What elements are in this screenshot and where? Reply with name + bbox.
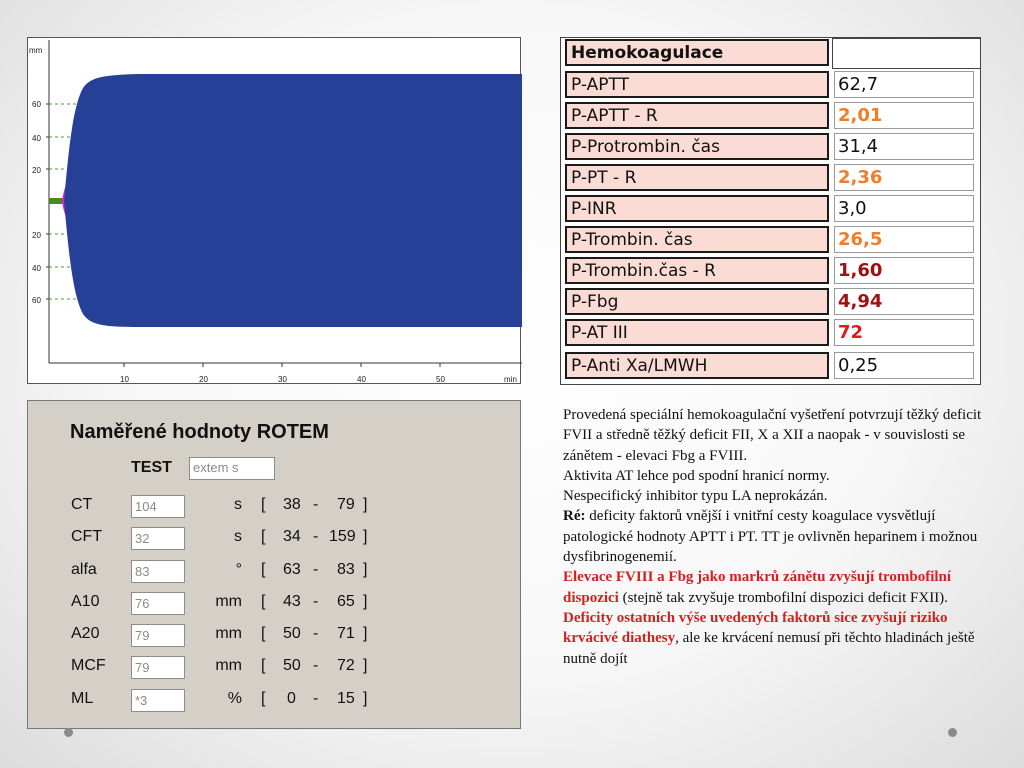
- table-row: [561, 132, 980, 163]
- range-low: 34: [283, 528, 301, 545]
- x-tick: 10: [120, 375, 129, 384]
- range-dash: -: [313, 625, 319, 642]
- commentary-p3: Nespecifický inhibitor typu LA neprokázán.: [563, 488, 828, 505]
- x-tick: 20: [199, 375, 208, 384]
- param-name: ML: [71, 690, 94, 707]
- y-tick: 60: [32, 296, 41, 305]
- rotem-chart-svg: [28, 38, 522, 385]
- rotem-row-alfa: [28, 557, 520, 587]
- hemokoagulace-table: [560, 37, 981, 385]
- param-unit: °: [235, 561, 242, 578]
- param-value-field[interactable]: 104: [131, 495, 185, 518]
- range-dash: -: [313, 593, 319, 610]
- lab-value: 1,60: [834, 257, 974, 284]
- rotem-row-ml: [28, 686, 520, 716]
- lab-value: 26,5: [834, 226, 974, 253]
- range-close: ]: [363, 625, 368, 642]
- range-high: 15: [337, 690, 355, 707]
- lab-name: P-Protrombin. čas: [565, 133, 829, 160]
- range-dash: -: [313, 528, 319, 545]
- x-tick: 30: [278, 375, 287, 384]
- range-dash: -: [313, 496, 319, 513]
- commentary-p5-text2: , ale ke krvácení nemusí při těchto hladinách ještě nutně dojít: [563, 630, 975, 667]
- lab-name: P-INR: [565, 195, 829, 222]
- x-tick: 40: [357, 375, 366, 384]
- table-row: [561, 351, 980, 382]
- param-name: MCF: [71, 657, 106, 674]
- x-ticks: [120, 375, 517, 384]
- test-label: TEST: [131, 459, 172, 476]
- x-tick: 50: [436, 375, 445, 384]
- lab-value: 2,01: [834, 102, 974, 129]
- table-row: [561, 225, 980, 256]
- table-row: [561, 70, 980, 101]
- range-open: [: [261, 625, 266, 642]
- y-unit-label: mm: [29, 46, 43, 55]
- table-row: [561, 256, 980, 287]
- param-unit: s: [234, 528, 242, 545]
- param-value-field[interactable]: *3: [131, 689, 185, 712]
- table-row: [561, 318, 980, 349]
- range-close: ]: [363, 593, 368, 610]
- commentary-p1: Provedená speciální hemokoagulační vyšetření potvrzují těžký deficit FVII a středně těžký deficit FII, X a XII a naopak - v souvislosti se zánětem - elevaci Fbg a FVIII.: [563, 407, 982, 464]
- range-close: ]: [363, 657, 368, 674]
- range-high: 65: [337, 593, 355, 610]
- param-unit: mm: [215, 593, 242, 610]
- slide-dot-left-icon: [64, 728, 73, 737]
- param-name: CFT: [71, 528, 103, 545]
- commentary-text: [563, 405, 991, 669]
- param-name: A10: [71, 593, 100, 610]
- range-open: [: [261, 593, 266, 610]
- table-header-row: [561, 38, 980, 69]
- range-open: [: [261, 657, 266, 674]
- range-low: 0: [287, 690, 296, 707]
- y-tick: 20: [32, 166, 41, 175]
- lab-value: 0,25: [834, 352, 974, 379]
- range-high: 159: [329, 528, 356, 545]
- range-close: ]: [363, 561, 368, 578]
- table-title: Hemokoagulace: [565, 39, 829, 66]
- commentary-p5: [563, 567, 991, 668]
- param-name: A20: [71, 625, 100, 642]
- lab-value: 2,36: [834, 164, 974, 191]
- table-header-empty: [832, 38, 981, 69]
- range-high: 72: [337, 657, 355, 674]
- range-open: [: [261, 528, 266, 545]
- table-row: [561, 194, 980, 225]
- range-dash: -: [313, 690, 319, 707]
- range-close: ]: [363, 690, 368, 707]
- y-tick: 40: [32, 264, 41, 273]
- lab-name: P-AT III: [565, 319, 829, 346]
- lab-value: 62,7: [834, 71, 974, 98]
- range-open: [: [261, 690, 266, 707]
- rotem-row-ct: [28, 492, 520, 522]
- range-low: 50: [283, 625, 301, 642]
- param-unit: mm: [215, 657, 242, 674]
- range-high: 79: [337, 496, 355, 513]
- lab-name: P-Anti Xa/LMWH: [565, 352, 829, 379]
- param-unit: mm: [215, 625, 242, 642]
- y-ticks: [32, 100, 41, 305]
- range-close: ]: [363, 496, 368, 513]
- range-low: 43: [283, 593, 301, 610]
- commentary-p4: [563, 506, 991, 567]
- re-label: Ré:: [563, 508, 586, 525]
- range-low: 50: [283, 657, 301, 674]
- range-high: 71: [337, 625, 355, 642]
- clot-trace: [64, 74, 522, 327]
- range-high: 83: [337, 561, 355, 578]
- param-value-field[interactable]: 79: [131, 656, 185, 679]
- param-value-field[interactable]: 79: [131, 624, 185, 647]
- lab-value: 4,94: [834, 288, 974, 315]
- table-row: [561, 287, 980, 318]
- rotem-chart: [27, 37, 521, 384]
- param-value-field[interactable]: 76: [131, 592, 185, 615]
- param-value-field[interactable]: 32: [131, 527, 185, 550]
- x-unit-label: min: [504, 375, 517, 384]
- test-input[interactable]: extem s: [189, 457, 275, 480]
- lab-name: P-Trombin. čas: [565, 226, 829, 253]
- rotem-row-a20: [28, 621, 520, 651]
- lab-name: P-Fbg: [565, 288, 829, 315]
- range-open: [: [261, 561, 266, 578]
- rotem-row-mcf: [28, 653, 520, 683]
- param-unit: s: [234, 496, 242, 513]
- commentary-p5-text1: (stejně tak zvyšuje trombofilní dispozici deficit FXII).: [618, 589, 948, 606]
- lab-value: 3,0: [834, 195, 974, 222]
- range-low: 63: [283, 561, 301, 578]
- rotem-row-cft: [28, 524, 520, 554]
- lab-value: 72: [834, 319, 974, 346]
- y-tick: 40: [32, 134, 41, 143]
- rotem-values-panel: [27, 400, 521, 729]
- param-name: CT: [71, 496, 93, 513]
- range-dash: -: [313, 561, 319, 578]
- highlight-deficity: Deficity ostatních výše uvedených faktorů sice zvyšují riziko krvácivé diathesy: [563, 609, 948, 647]
- lab-name: P-APTT: [565, 71, 829, 98]
- y-tick: 60: [32, 100, 41, 109]
- param-name: alfa: [71, 561, 97, 578]
- y-tick: 20: [32, 231, 41, 240]
- range-open: [: [261, 496, 266, 513]
- rotem-row-a10: [28, 589, 520, 619]
- param-unit: %: [227, 690, 242, 707]
- range-low: 38: [283, 496, 301, 513]
- lab-value: 31,4: [834, 133, 974, 160]
- param-value-field[interactable]: 83: [131, 560, 185, 583]
- range-close: ]: [363, 528, 368, 545]
- commentary-p2: Aktivita AT lehce pod spodní hranicí normy.: [563, 467, 830, 484]
- rotem-title: Naměřené hodnoty ROTEM: [70, 421, 329, 443]
- table-row: [561, 101, 980, 132]
- table-row: [561, 163, 980, 194]
- highlight-elevace: Elevace FVIII a Fbg jako markrů zánětu zvyšují trombofilní dispozici: [563, 569, 952, 606]
- re-text: deficity faktorů vnější i vnitřní cesty koagulace vysvětlují patologické hodnoty APTT i PT. TT je ovlivněn heparinem i možnou dysfibrinogenemií.: [563, 508, 978, 566]
- slide-dot-right-icon: [948, 728, 957, 737]
- range-dash: -: [313, 657, 319, 674]
- lab-name: P-APTT - R: [565, 102, 829, 129]
- lab-name: P-PT - R: [565, 164, 829, 191]
- lab-name: P-Trombin.čas - R: [565, 257, 829, 284]
